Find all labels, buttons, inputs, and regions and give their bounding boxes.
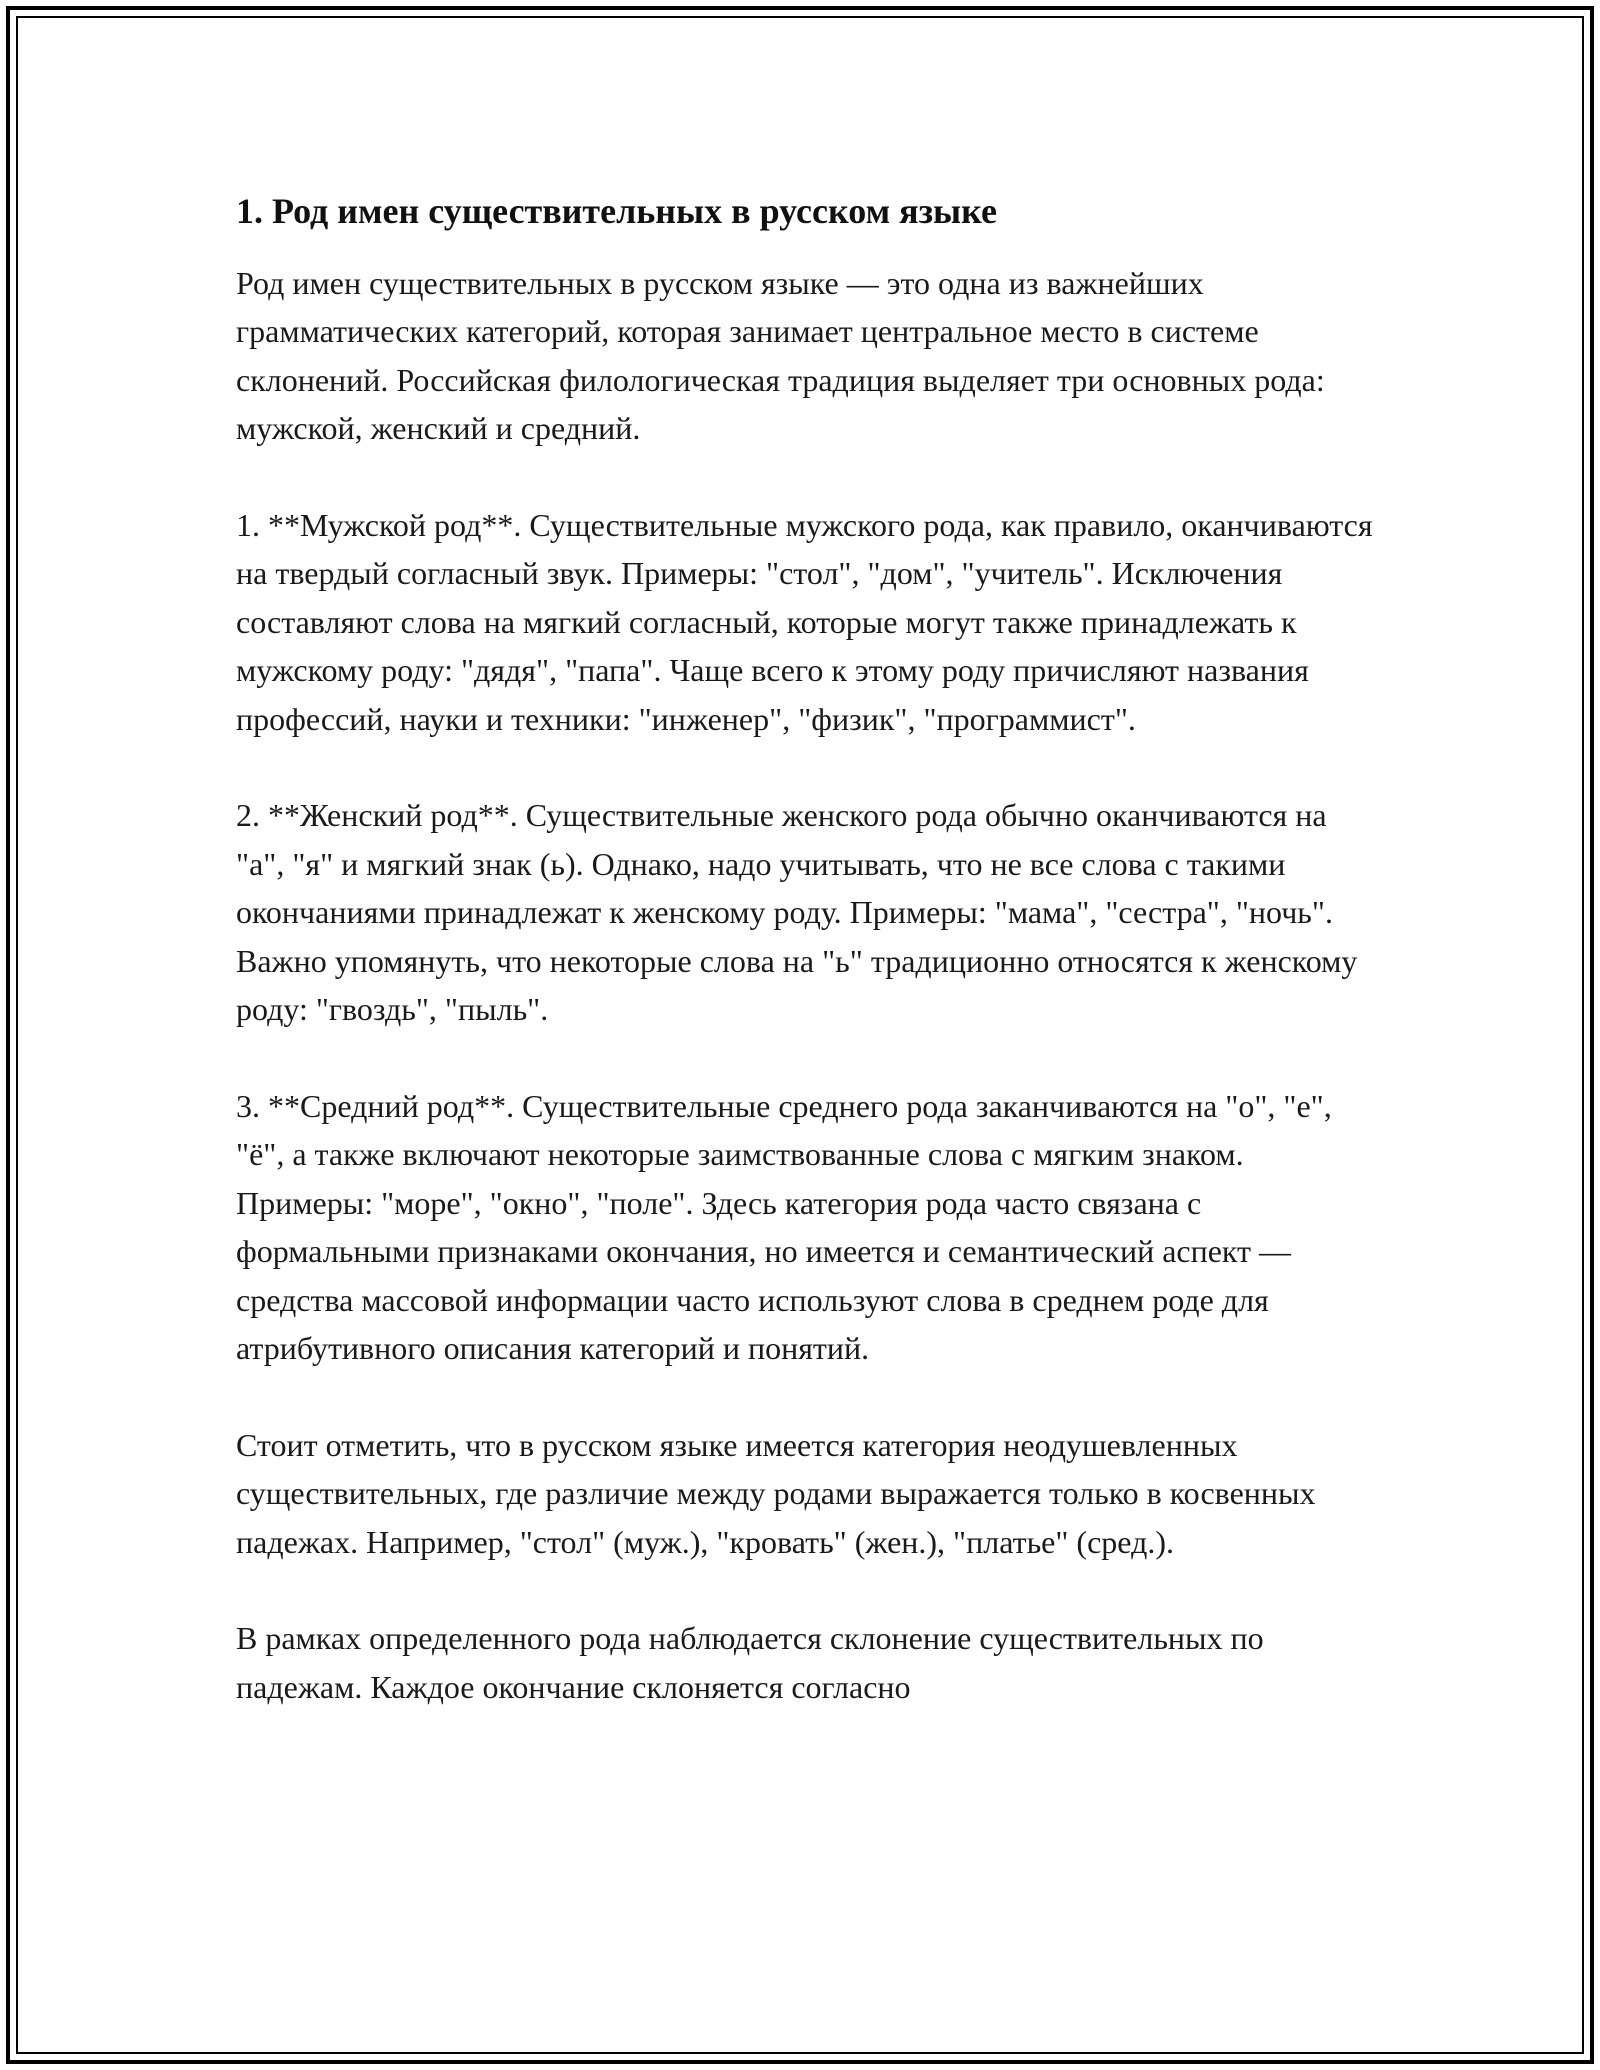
masculine-gender-paragraph: 1. **Мужской род**. Существительные мужского рода, как правило, оканчиваются на твердый согласный звук. Примеры: "стол", "дом", "учитель". Исключения составляют слова на мягкий согласный, которые могут также принадлежать к мужскому роду: "дядя", "папа". Чаще всего к этому роду причисляют названия профессий, науки и техники: "инженер", "физик", "программист". bbox=[236, 506, 1373, 737]
inanimate-nouns-paragraph: Стоит отметить, что в русском языке имеется категория неодушевленных существительных, где различие между родами выражается только в косвенных падежах. Например, "стол" (муж.), "кровать" (жен.), "платье" (сред.). bbox=[236, 1426, 1316, 1560]
neuter-gender-paragraph: 3. **Средний род**. Существительные среднего рода заканчиваются на "о", "е", "ё", а также включают некоторые заимствованные слова с мягким знаком. Примеры: "море", "окно", "поле". Здесь категория рода часто связана с формальными признаками окончания, но имеется и семантический аспект — средства массовой информации часто используют слова в среднем роде для атрибутивного описания категорий и понятий. bbox=[236, 1087, 1332, 1367]
feminine-gender-paragraph: 2. **Женский род**. Существительные женского рода обычно оканчиваются на "а", "я" и мягкий знак (ь). Однако, надо учитывать, что не все слова с такими окончаниями принадлежат к женскому роду. Примеры: "мама", "сестра", "ночь". Важно упомянуть, что некоторые слова на "ь" традиционно относятся к женскому роду: "гвоздь", "пыль". bbox=[236, 797, 1358, 1028]
intro-paragraph: Род имен существительных в русском языке — это одна из важнейших грамматических категорий, которая занимает центральное место в системе склонений. Российская филологическая традиция выделяет три основных рода: мужской, женский и средний. bbox=[236, 264, 1325, 447]
section-heading: 1. Род имен существительных в русском языке bbox=[236, 191, 997, 231]
document-body bbox=[236, 188, 1376, 1759]
declension-paragraph: В рамках определенного рода наблюдается склонение существительных по падежам. Каждое окончание склоняется согласно bbox=[236, 1620, 1264, 1705]
